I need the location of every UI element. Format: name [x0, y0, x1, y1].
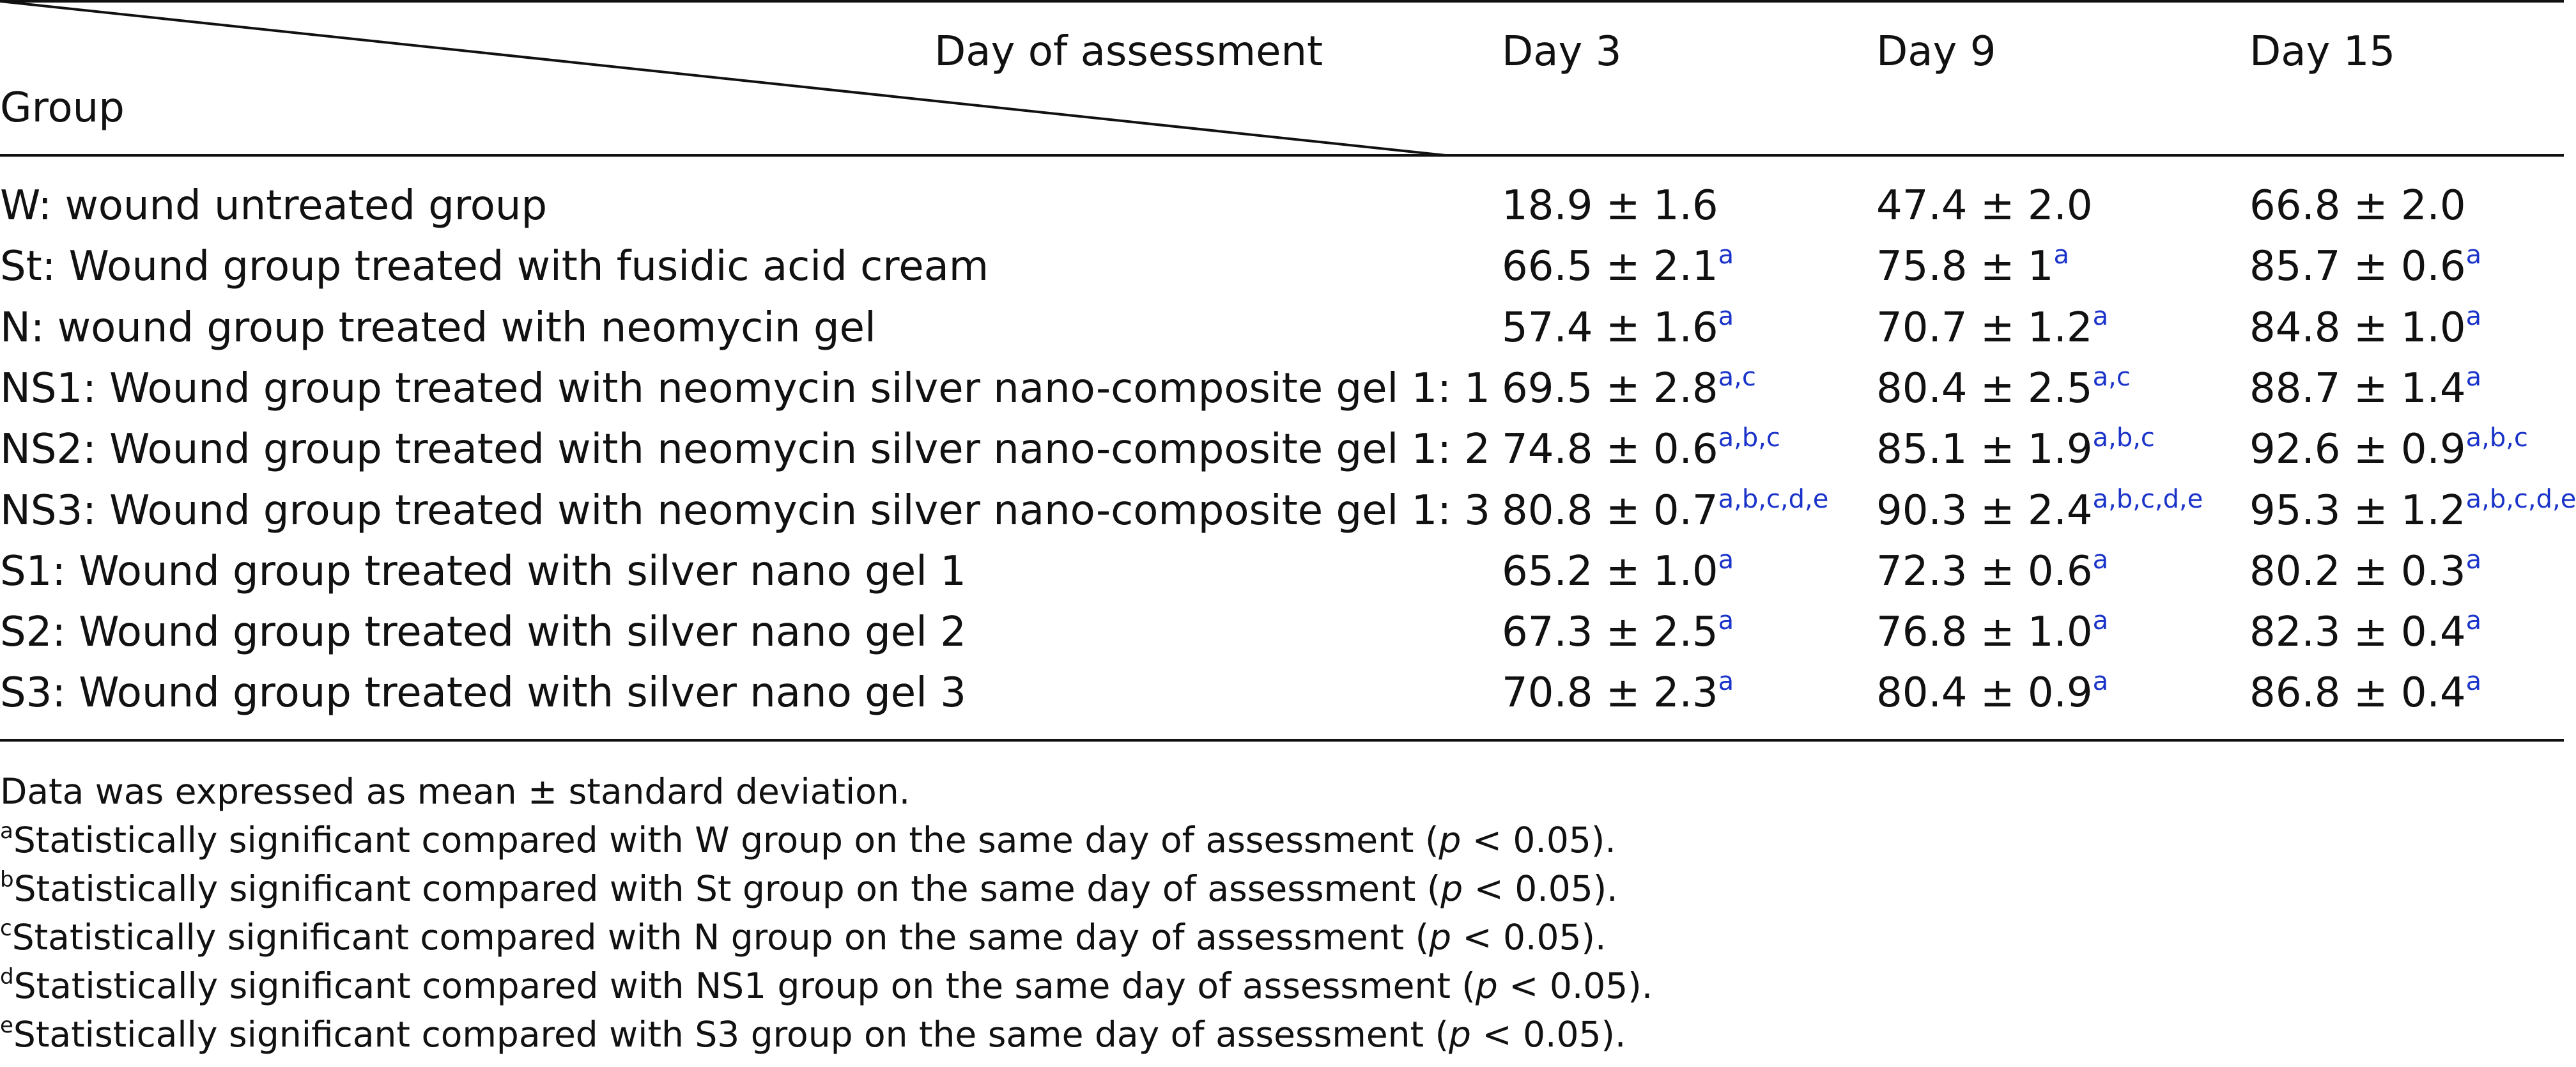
- mean-sd-value: 90.3 ± 2.4: [1876, 487, 2093, 534]
- mean-sd-value: 85.1 ± 1.9: [1876, 426, 2093, 473]
- group-cell: NS1: Wound group treated with neomycin silver nano-composite gel 1: 1: [0, 365, 1490, 412]
- value-cell: [1502, 181, 1718, 231]
- value-cell: [2249, 303, 2481, 353]
- mean-sd-value: 72.3 ± 0.6: [1876, 548, 2093, 595]
- value-cell: [1876, 668, 2108, 718]
- value-cell: [1502, 607, 1734, 657]
- footnote-threshold: < 0.05).: [1463, 868, 1618, 909]
- mean-sd-value: 57.4 ± 1.6: [1502, 304, 1718, 352]
- mean-sd-value: 86.8 ± 0.4: [2249, 669, 2466, 717]
- value-cell: [2249, 181, 2466, 231]
- value-cell: [1876, 547, 2108, 596]
- significance-superscript-link[interactable]: a,b,c: [2465, 423, 2528, 453]
- value-cell: [1502, 668, 1734, 718]
- significance-superscript-link[interactable]: a,b,c: [1718, 423, 1780, 453]
- footnote-threshold: < 0.05).: [1470, 1014, 1626, 1055]
- significance-superscript-link[interactable]: a: [2465, 606, 2482, 635]
- group-cell: NS2: Wound group treated with neomycin silver nano-composite gel 1: 2: [0, 426, 1490, 473]
- mean-sd-value: 80.4 ± 2.5: [1876, 365, 2093, 412]
- value-cell: [1502, 486, 1828, 536]
- value-cell: [2249, 668, 2481, 718]
- group-cell: N: wound group treated with neomycin gel: [0, 304, 876, 352]
- footnote-text: Statistically significant compared with S3 group on the same day of assessment (: [13, 1014, 1449, 1055]
- mean-sd-value: 66.5 ± 2.1: [1502, 243, 1718, 290]
- value-cell: [1502, 364, 1756, 414]
- value-cell: [2249, 242, 2481, 292]
- footnote-threshold: < 0.05).: [1461, 820, 1616, 861]
- footnote-mark: c: [0, 915, 12, 941]
- significance-superscript-link[interactable]: a: [2092, 667, 2109, 696]
- footnote-p-symbol: p: [1449, 1014, 1471, 1055]
- significance-superscript-link[interactable]: a: [2092, 545, 2109, 575]
- significance-superscript-link[interactable]: a: [2465, 667, 2482, 696]
- footnote-p-symbol: p: [1475, 965, 1498, 1006]
- footnote-b: [0, 864, 1618, 913]
- value-cell: [2249, 607, 2481, 657]
- mean-sd-value: 74.8 ± 0.6: [1502, 426, 1718, 473]
- mean-sd-value: 95.3 ± 1.2: [2249, 487, 2466, 534]
- value-cell: [1876, 486, 2203, 536]
- value-cell: [1876, 303, 2108, 353]
- significance-superscript-link[interactable]: a: [2053, 240, 2070, 270]
- footnote-threshold: < 0.05).: [1451, 917, 1607, 958]
- footnote-e: [0, 1010, 1626, 1059]
- footnote-text: Statistically significant compared with N group on the same day of assessment (: [12, 917, 1430, 958]
- value-cell: [1876, 242, 2069, 292]
- significance-superscript-link[interactable]: a,b,c,d,e: [1718, 485, 1829, 514]
- mean-sd-value: 18.9 ± 1.6: [1502, 182, 1718, 230]
- value-cell: [1876, 424, 2155, 474]
- footnote-text: Statistically significant compared with W group on the same day of assessment (: [13, 820, 1439, 861]
- mean-sd-value: 82.3 ± 0.4: [2249, 609, 2466, 656]
- significance-superscript-link[interactable]: a,c: [2092, 362, 2131, 392]
- mean-sd-value: 84.8 ± 1.0: [2249, 304, 2466, 352]
- value-cell: [1876, 364, 2131, 414]
- value-cell: [1502, 547, 1734, 596]
- mean-sd-value: 66.8 ± 2.0: [2249, 182, 2466, 230]
- significance-superscript-link[interactable]: a: [2465, 302, 2482, 331]
- value-cell: [1502, 303, 1734, 353]
- value-cell: [2249, 486, 2576, 536]
- significance-superscript-link[interactable]: a: [2465, 545, 2482, 575]
- significance-superscript-link[interactable]: a: [2465, 362, 2482, 392]
- value-cell: [1502, 242, 1734, 292]
- value-cell: [1876, 607, 2108, 657]
- mean-sd-value: 80.8 ± 0.7: [1502, 487, 1718, 534]
- mean-sd-value: 80.2 ± 0.3: [2249, 548, 2466, 595]
- corner-diagonal-line: [0, 0, 1451, 160]
- mean-sd-value: 85.7 ± 0.6: [2249, 243, 2466, 290]
- group-cell: S2: Wound group treated with silver nano gel 2: [0, 609, 966, 656]
- significance-superscript-link[interactable]: a,b,c,d,e: [2465, 485, 2576, 514]
- footnote-general: Data was expressed as mean ± standard deviation.: [0, 771, 911, 812]
- column-header-day-9: Day 9: [1876, 28, 1996, 75]
- mean-sd-value: 75.8 ± 1: [1876, 243, 2054, 290]
- significance-superscript-link[interactable]: a: [1718, 240, 1734, 270]
- value-cell: [2249, 547, 2481, 596]
- group-cell: NS3: Wound group treated with neomycin silver nano-composite gel 1: 3: [0, 487, 1490, 534]
- footnote-mark: d: [0, 964, 14, 990]
- significance-superscript-link[interactable]: a: [2092, 302, 2109, 331]
- footnote-mark: e: [0, 1013, 13, 1038]
- footnote-mark: b: [0, 867, 14, 892]
- group-cell: S3: Wound group treated with silver nano gel 3: [0, 669, 966, 717]
- mean-sd-value: 47.4 ± 2.0: [1876, 182, 2093, 230]
- value-cell: [1502, 424, 1780, 474]
- footnote-text: Statistically significant compared with NS1 group on the same day of assessment (: [13, 965, 1476, 1006]
- significance-superscript-link[interactable]: a: [1718, 302, 1734, 331]
- significance-superscript-link[interactable]: a,c: [1718, 362, 1756, 392]
- mean-sd-value: 67.3 ± 2.5: [1502, 609, 1718, 656]
- footnote-p-symbol: p: [1429, 917, 1451, 958]
- mean-sd-value: 69.5 ± 2.8: [1502, 365, 1718, 412]
- footnote-p-symbol: p: [1440, 868, 1463, 909]
- significance-superscript-link[interactable]: a,b,c,d,e: [2092, 485, 2203, 514]
- footnote-threshold: < 0.05).: [1497, 965, 1653, 1006]
- group-cell: W: wound untreated group: [0, 182, 548, 230]
- group-cell: S1: Wound group treated with silver nano gel 1: [0, 548, 966, 595]
- significance-superscript-link[interactable]: a: [1718, 606, 1734, 635]
- significance-superscript-link[interactable]: a: [1718, 545, 1734, 575]
- corner-header-group: Group: [0, 84, 125, 132]
- corner-header-day-of-assessment: Day of assessment: [934, 28, 1323, 75]
- value-cell: [1876, 181, 2093, 231]
- mean-sd-value: 88.7 ± 1.4: [2249, 365, 2466, 412]
- footnote-c: [0, 913, 1606, 962]
- footnote-a: [0, 816, 1616, 864]
- mean-sd-value: 65.2 ± 1.0: [1502, 548, 1718, 595]
- significance-superscript-link[interactable]: a,b,c: [2092, 423, 2155, 453]
- value-cell: [2249, 364, 2481, 414]
- value-cell: [2249, 424, 2528, 474]
- mean-sd-value: 70.7 ± 1.2: [1876, 304, 2093, 352]
- footnote-p-symbol: p: [1438, 820, 1462, 861]
- significance-superscript-link[interactable]: a: [2092, 606, 2109, 635]
- column-header-day-15: Day 15: [2249, 28, 2396, 75]
- table-bottom-rule: [0, 739, 2564, 742]
- mean-sd-value: 92.6 ± 0.9: [2249, 426, 2466, 473]
- footnote-mark: a: [0, 818, 13, 844]
- significance-superscript-link[interactable]: a: [2465, 240, 2482, 270]
- footnote-text: Statistically significant compared with St group on the same day of assessment (: [13, 868, 1441, 909]
- significance-superscript-link[interactable]: a: [1718, 667, 1734, 696]
- footnote-d: [0, 962, 1653, 1010]
- mean-sd-value: 80.4 ± 0.9: [1876, 669, 2093, 717]
- group-cell: St: Wound group treated with fusidic acid cream: [0, 243, 989, 290]
- mean-sd-value: 76.8 ± 1.0: [1876, 609, 2093, 656]
- mean-sd-value: 70.8 ± 2.3: [1502, 669, 1718, 717]
- column-header-day-3: Day 3: [1502, 28, 1622, 75]
